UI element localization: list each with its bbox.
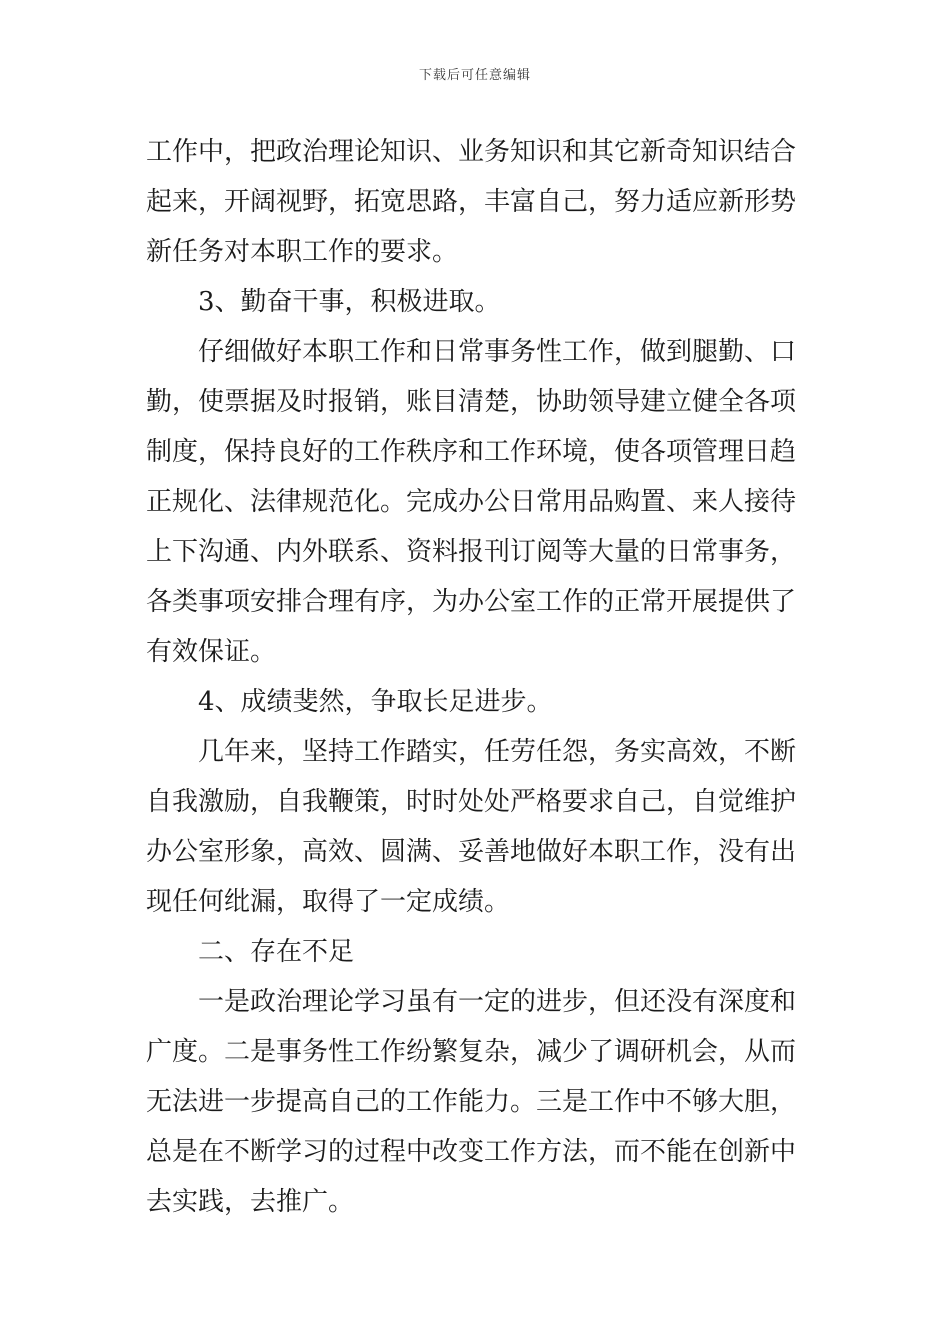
text-line: 工作中，把政治理论知识、业务知识和其它新奇知识结合	[146, 137, 797, 167]
text-line: 去实践，去推广。	[146, 1187, 355, 1217]
text-line: 勤，使票据及时报销，账目清楚，协助领导建立健全各项	[146, 387, 797, 417]
text-line: 现任何纰漏，取得了一定成绩。	[146, 887, 511, 917]
text-line: 办公室形象，高效、圆满、妥善地做好本职工作，没有出	[146, 837, 797, 867]
text-line: 上下沟通、内外联系、资料报刊订阅等大量的日常事务，	[146, 537, 797, 567]
text-line: 各类事项安排合理有序，为办公室工作的正常开展提供了	[146, 587, 797, 617]
text-line: 无法进一步提高自己的工作能力。三是工作中不够大胆，	[146, 1087, 797, 1117]
section-heading: 3、勤奋干事，积极进取。	[198, 287, 501, 317]
text-line: 有效保证。	[146, 637, 277, 667]
text-line: 几年来，坚持工作踏实，任劳任怨，务实高效，不断	[198, 737, 797, 767]
document-body	[146, 127, 808, 1227]
text-line: 广度。二是事务性工作纷繁复杂，减少了调研机会，从而	[146, 1037, 797, 1067]
text-line: 总是在不断学习的过程中改变工作方法，而不能在创新中	[146, 1137, 797, 1167]
text-line: 一是政治理论学习虽有一定的进步，但还没有深度和	[198, 987, 797, 1017]
text-line: 仔细做好本职工作和日常事务性工作，做到腿勤、口	[198, 337, 797, 367]
text-line: 起来，开阔视野，拓宽思路，丰富自己，努力适应新形势	[146, 187, 797, 217]
section-heading: 二、存在不足	[198, 937, 355, 967]
text-line: 制度，保持良好的工作秩序和工作环境，使各项管理日趋	[146, 437, 797, 467]
page-header: 下载后可任意编辑	[418, 68, 531, 83]
text-line: 自我激励，自我鞭策，时时处处严格要求自己，自觉维护	[146, 787, 797, 817]
text-line: 新任务对本职工作的要求。	[146, 237, 459, 267]
section-heading: 4、成绩斐然，争取长足进步。	[198, 687, 553, 717]
text-line: 正规化、法律规范化。完成办公日常用品购置、来人接待	[146, 487, 797, 517]
